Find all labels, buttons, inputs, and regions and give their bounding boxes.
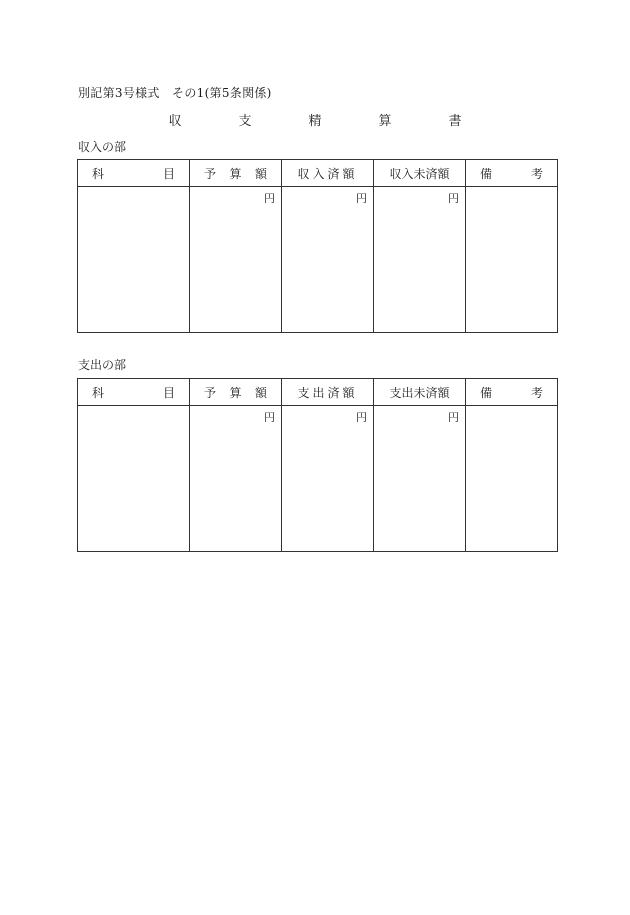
- yen-unit: 円: [448, 411, 459, 424]
- income-header-settled: 収入済額: [282, 160, 374, 187]
- expense-header-item: 科 目: [78, 379, 190, 406]
- yen-unit: 円: [356, 411, 367, 424]
- income-item-cell[interactable]: [78, 187, 190, 333]
- income-header-row: [78, 160, 558, 187]
- expense-settled-cell[interactable]: [282, 406, 374, 552]
- expense-header-unsettled: 支出未済額: [374, 379, 466, 406]
- income-unsettled-cell[interactable]: [374, 187, 466, 333]
- income-settled-cell[interactable]: [282, 187, 374, 333]
- income-header-item: 科 目: [78, 160, 190, 187]
- yen-unit: 円: [356, 192, 367, 205]
- expense-unsettled-cell[interactable]: [374, 406, 466, 552]
- income-remarks-cell[interactable]: [466, 187, 558, 333]
- expense-item-cell[interactable]: [78, 406, 190, 552]
- expense-header-row: [78, 379, 558, 406]
- expense-table: [77, 378, 558, 552]
- expense-header-remarks: 備 考: [466, 379, 558, 406]
- expense-section-label: 支出の部: [78, 358, 127, 372]
- income-header-unsettled: 収入未済額: [374, 160, 466, 187]
- income-section-label: 収入の部: [78, 140, 127, 154]
- income-table: [77, 159, 558, 333]
- expense-header-budget: 予 算 額: [190, 379, 282, 406]
- expense-budget-cell[interactable]: [190, 406, 282, 552]
- yen-unit: 円: [264, 411, 275, 424]
- income-header-remarks: 備 考: [466, 160, 558, 187]
- income-budget-cell[interactable]: [190, 187, 282, 333]
- yen-unit: 円: [264, 192, 275, 205]
- yen-unit: 円: [448, 192, 459, 205]
- form-number-label: 別記第3号様式 その1(第5条関係): [78, 86, 272, 100]
- income-header-budget: 予 算 額: [190, 160, 282, 187]
- expense-remarks-cell[interactable]: [466, 406, 558, 552]
- document-title: 収 支 精 算 書: [168, 114, 484, 129]
- expense-body-row: [78, 406, 558, 552]
- expense-header-settled: 支出済額: [282, 379, 374, 406]
- income-body-row: [78, 187, 558, 333]
